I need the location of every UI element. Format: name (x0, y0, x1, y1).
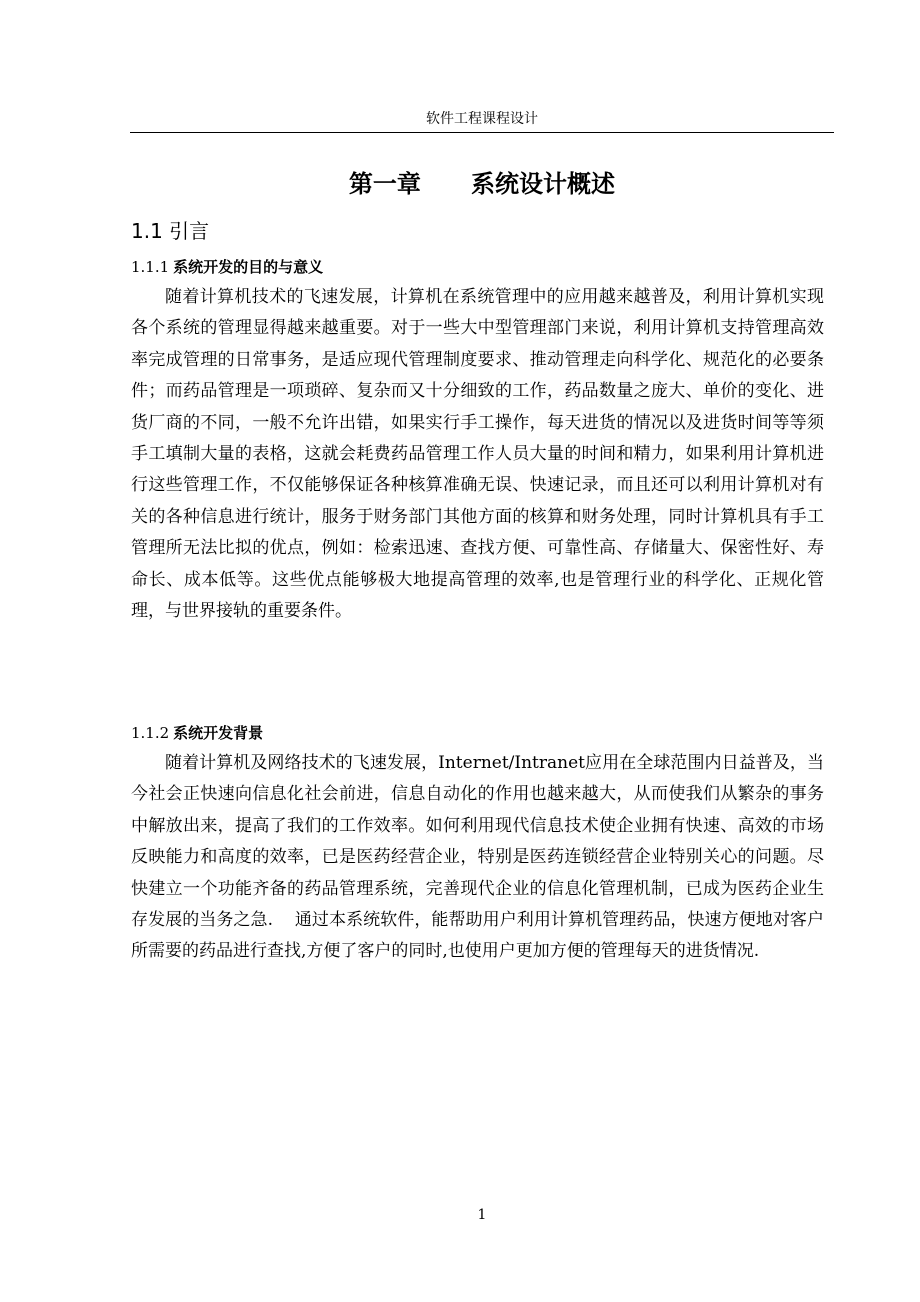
subsection-heading-1-1-1 (131, 257, 323, 277)
page-number: 1 (477, 1207, 487, 1223)
subsection-title: 系统开发背景 (173, 724, 264, 742)
paragraph-purpose: 随着计算机技术的飞速发展，计算机在系统管理中的应用越来越普及，利用计算机实现各个系统的管理显得越来越重要。对于一些大中型管理部门来说，利用计算机支持管理高效率完成管理的日常事务，是适应现代管理制度要求、推动管理走向科学化、规范化的必要条件；而药品管理是一项琐碎、复杂而又十分细致的工作，药品数量之庞大、单价的变化、进货厂商的不同，一般不允许出错，如果实行手工操作，每天进货的情况以及进货时间等等须手工填制大量的表格，这就会耗费药品管理工作人员大量的时间和精力，如果利用计算机进行这些管理工作，不仅能够保证各种核算准确无误、快速记录，而且还可以利用计算机对有关的各种信息进行统计，服务于财务部门其他方面的核算和财务处理，同时计算机具有手工管理所无法比拟的优点，例如：检索迅速、查找方便、可靠性高、存储量大、保密性好、寿命长、成本低等。这些优点能够极大地提高管理的效率,也是管理行业的科学化、正规化管理，与世界接轨的重要条件。 (131, 287, 824, 622)
section-heading-1-1: 1.1 引言 (131, 219, 210, 243)
subsection-number: 1.1.1 (131, 258, 170, 276)
subsection-number: 1.1.2 (131, 724, 170, 742)
header-divider (130, 132, 834, 133)
chapter-title: 第一章 系统设计概述 (348, 170, 616, 198)
running-header: 软件工程课程设计 (426, 111, 538, 127)
paragraph-background: 随着计算机及网络技术的飞速发展，Internet/Intranet应用在全球范围内日益普及，当今社会正快速向信息化社会前进，信息自动化的作用也越来越大，从而使我们从繁杂的事务中解放出来，提高了我们的工作效率。如何利用现代信息技术使企业拥有快速、高效的市场反映能力和高度的效率，已是医药经营企业，特别是医药连锁经营企业特别关心的问题。尽快建立一个功能齐备的药品管理系统，完善现代企业的信息化管理机制，已成为医药企业生存发展的当务之急. 通过本系统软件，能帮助用户利用计算机管理药品，快速方便地对客户所需要的药品进行查找,方便了客户的同时,也使用户更加方便的管理每天的进货情况. (131, 753, 824, 962)
subsection-title: 系统开发的目的与意义 (173, 258, 324, 276)
subsection-heading-1-1-2 (131, 723, 263, 743)
